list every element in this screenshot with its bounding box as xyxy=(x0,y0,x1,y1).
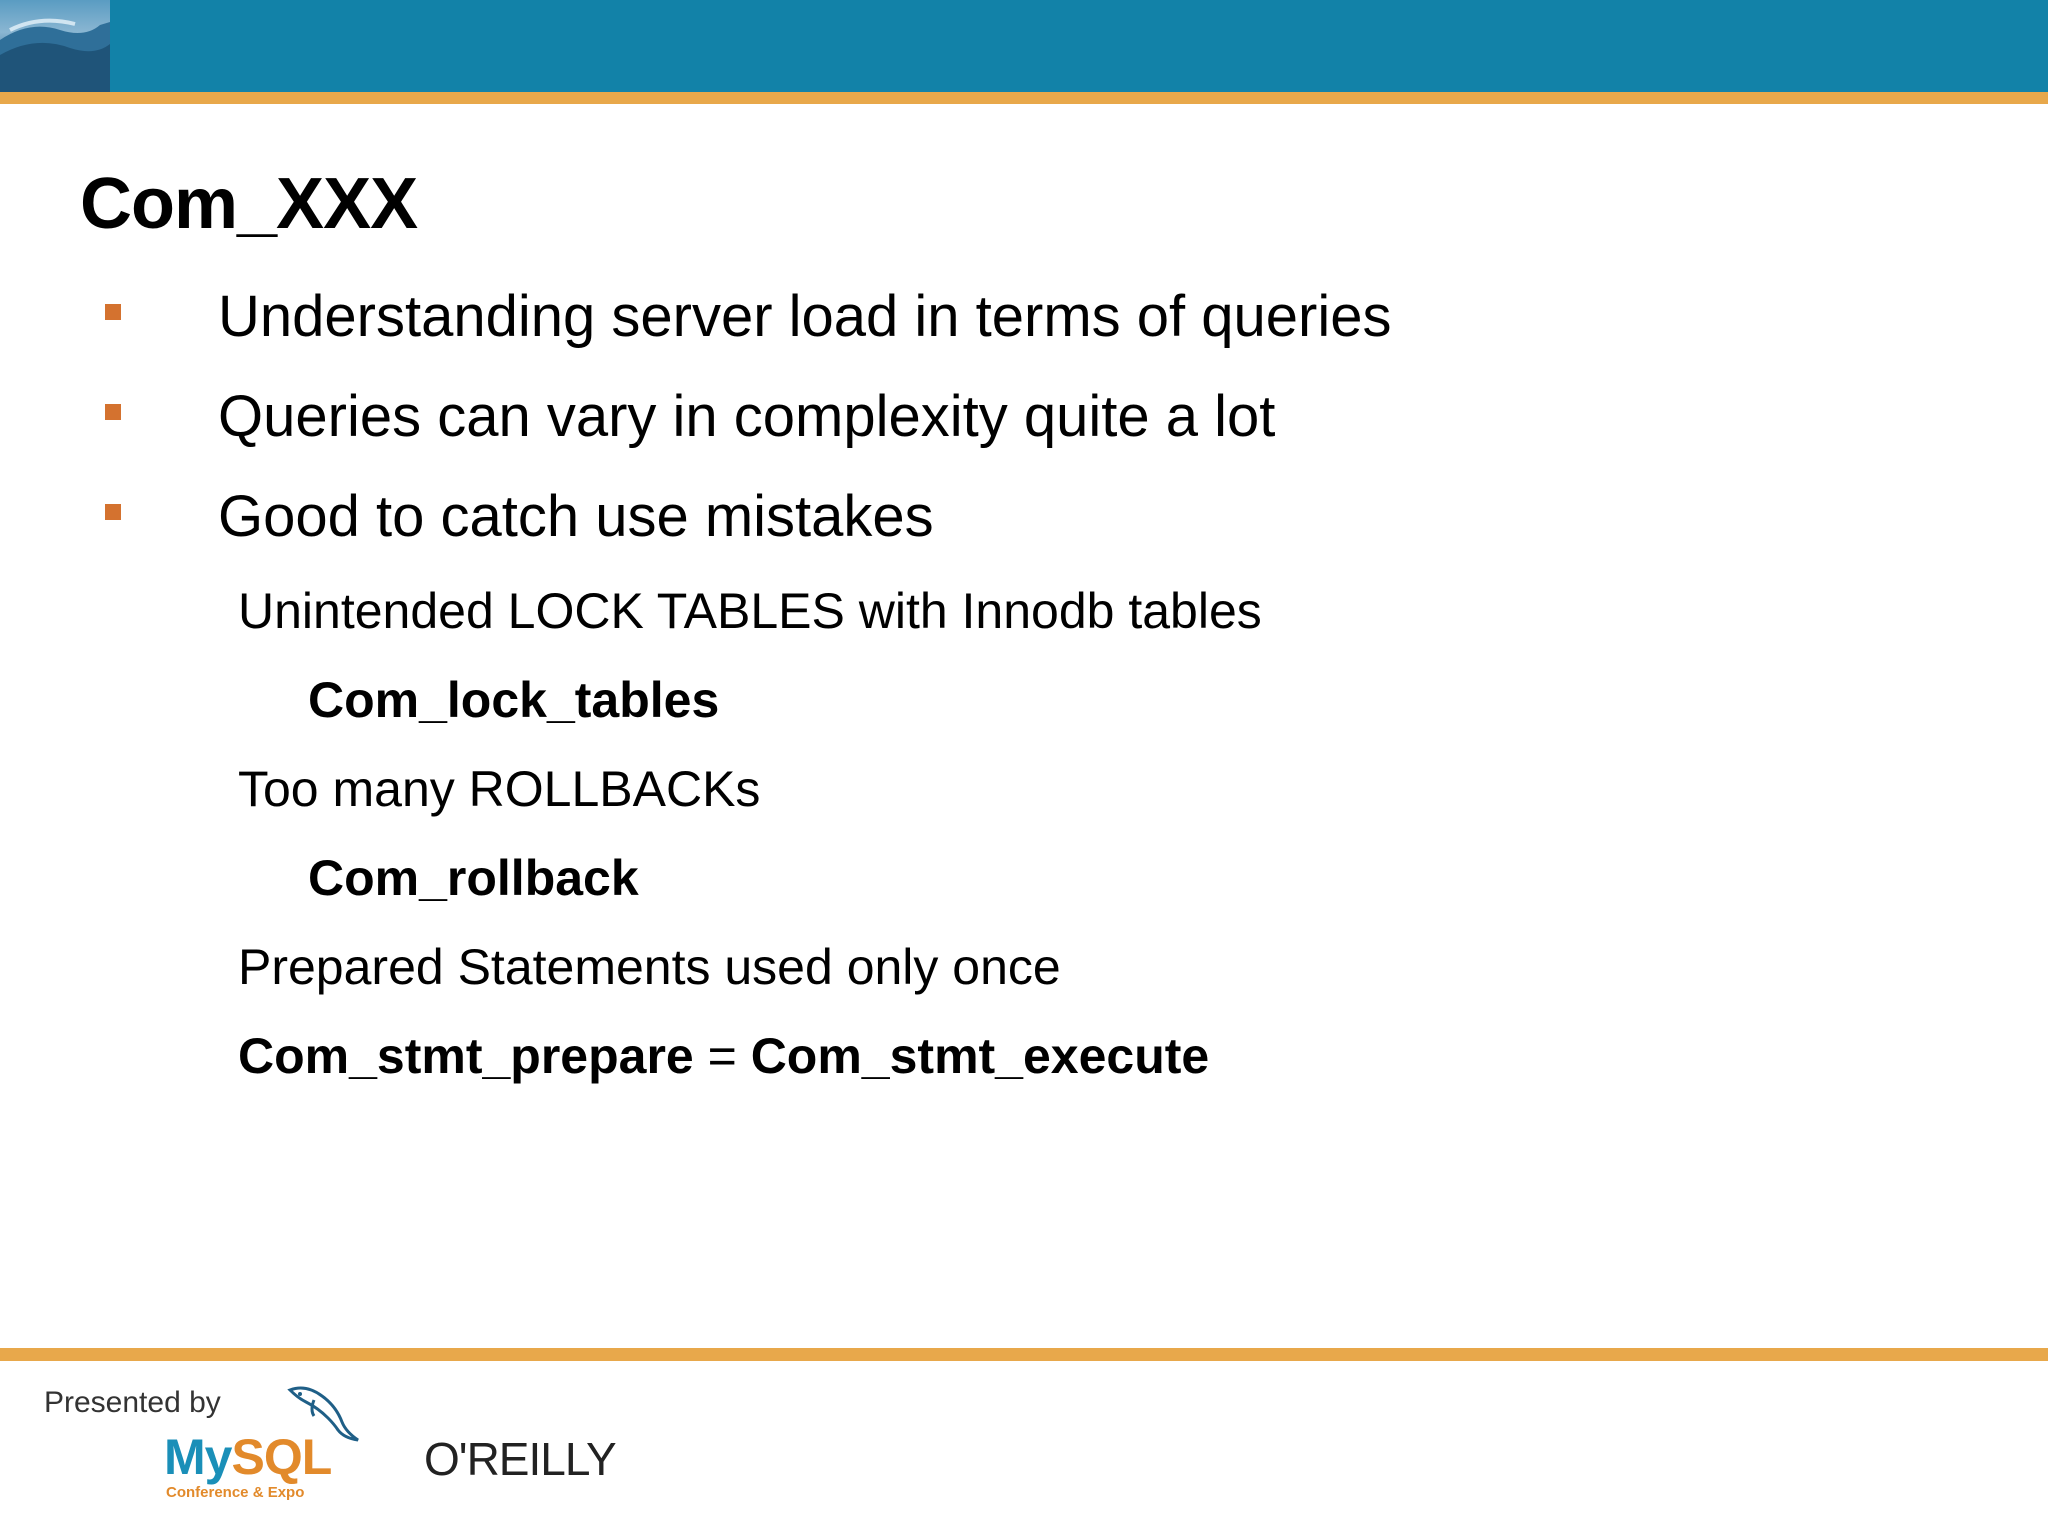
header-band xyxy=(0,0,2048,92)
stmt-comparison xyxy=(238,1028,1210,1084)
oreilly-logo: O'REILLY xyxy=(424,1433,616,1485)
bullet-text: Queries can vary in complexity quite a lot xyxy=(218,384,1276,449)
bullet-item xyxy=(0,284,2000,368)
bullet-square-icon xyxy=(105,304,121,320)
mysql-sql: SQL xyxy=(231,1429,332,1485)
footer-accent-stripe xyxy=(0,1348,2048,1361)
slide-title: Com_XXX xyxy=(80,164,418,244)
mysql-conference-label: Conference & Expo xyxy=(166,1484,305,1501)
mysql-wordmark xyxy=(164,1428,331,1486)
sub-item-prepared-statements: Prepared Statements used only once xyxy=(238,939,1061,995)
bullet-square-icon xyxy=(105,504,121,520)
variable-com-stmt-prepare: Com_stmt_prepare xyxy=(238,1028,694,1084)
mysql-my: My xyxy=(164,1429,232,1485)
bullet-square-icon xyxy=(105,404,121,420)
header-accent-stripe xyxy=(0,92,2048,104)
sub-item-rollbacks: Too many ROLLBACKs xyxy=(238,761,761,817)
mysql-logo xyxy=(164,1384,374,1504)
bullet-text: Good to catch use mistakes xyxy=(218,484,934,549)
variable-com-stmt-execute: Com_stmt_execute xyxy=(750,1028,1210,1084)
sub-item-lock-tables: Unintended LOCK TABLES with Innodb tables xyxy=(238,583,1262,639)
bullet-item xyxy=(0,384,2000,468)
variable-com-lock-tables: Com_lock_tables xyxy=(308,672,720,728)
wave-image xyxy=(0,0,110,92)
equals-sign: = xyxy=(693,1028,751,1084)
presented-by-label: Presented by xyxy=(44,1386,221,1419)
bullet-item xyxy=(0,484,2000,568)
bullet-text: Understanding server load in terms of queries xyxy=(218,284,1392,349)
variable-com-rollback: Com_rollback xyxy=(308,850,639,906)
